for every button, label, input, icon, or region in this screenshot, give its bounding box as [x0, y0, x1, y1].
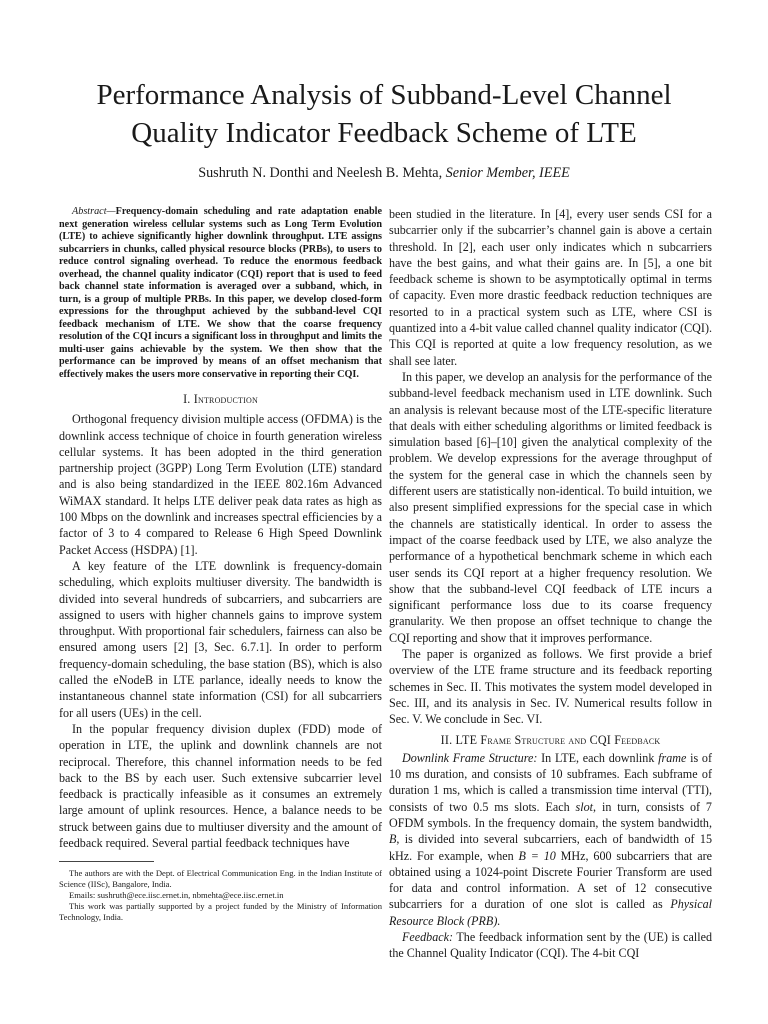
abstract-text: Frequency-domain scheduling and rate adaptation enable next generation wireless cellular systems such as Long Term Evolution (LTE) to achieve significantly higher downlink throughput. LTE assigns subcarriers in chunks, called physical resource blocks (PRBs), to users to reduce control signaling overhead. To reduce the enormous feedback overhead, the channel quality indicator (CQI) report that is used to feed back channel state information is averaged over a subband, which, in turn, is a group of multiple PRBs. In this paper, we develop closed-form expressions for the throughput achieved by the subband-level CQI feedback mechanism of LTE. We show that the coarse frequency resolution of the CQI incurs a significant loss in throughput and limits the multi-user gains achievable by the system. We then show that the performance can be improved by means of an offset mechanism that effectively makes the users more conservative in reporting their CQI.	[59, 206, 382, 380]
footnote-divider	[59, 861, 154, 862]
abstract	[59, 206, 382, 381]
author-affiliation: Senior Member, IEEE	[445, 165, 570, 181]
intro-paragraph-2: A key feature of the LTE downlink is frequency-domain scheduling, which exploits multiuser diversity. The bandwidth is divided into several hundreds of subcarriers, and subcarriers are assigned to users with higher channels gains to improve system throughput. With proportional fair schedulers, fairness can also be ensured among users [2] [3, Sec. 6.7.1]. In order to perform frequency-domain scheduling, the base station (BS), which is also called the eNodeB in LTE parlance, ideally needs to know the instantaneous channel state information (CSI) for all subcarriers for all users (UEs) in the cell.	[59, 558, 382, 720]
term-prb: Physical Resource Block (PRB).	[389, 897, 712, 928]
footnote-affiliation: The authors are with the Dept. of Electrical Communication Eng. in the Indian Institute of Science (IISc), Bangalore, India.	[59, 868, 382, 890]
author-line	[60, 164, 708, 182]
math-bandwidth-value: B = 10	[518, 848, 556, 863]
text-run: is of 10 ms duration, and consists of 10 subframes. Each subframe of duration 1 ms, which is called a transmission time interval (TTI), consists of two 0.5 ms slots. Each	[389, 750, 713, 814]
right-paragraph-2: In this paper, we develop an analysis for the performance of the subband-level feedback mechanism used in LTE downlink. Such an analysis is relevant because most of the LTE-specific literature that deals with either scheduling algorithms or limited feedback is simulation based [6]–[10] given the analytical complexity of the problem. We develop expressions for the average throughput of the system for the general case in which the channels seen by different users are statistically non-identical. To build intuition, we also present simplified expressions for the special case in which the channels are statistically identical. In order to assess the impact of the coarse feedback used by LTE, we also analyze the performance of a hypothetical benchmark scheme in which each user sends its CQI report at a higher frequency resolution. We show that the subband-level CQI feedback of LTE incurs a significant performance loss due to its coarse frequency granularity. We then propose an offset technique to change the CQI reporting and show that it improves performance.	[389, 369, 712, 645]
term-slot: slot	[575, 799, 594, 814]
text-run: , is divided into several subcarriers, each of bandwidth of 15 kHz. For example, when	[389, 832, 712, 863]
footnote-emails: Emails: sushruth@ece.iisc.ernet.in, nbmehta@ece.iisc.ernet.in	[69, 890, 284, 901]
abstract-label: Abstract—	[72, 206, 116, 217]
runin-feedback: Feedback:	[402, 930, 454, 945]
author-names: Sushruth N. Donthi and Neelesh B. Mehta,	[198, 165, 443, 181]
left-column	[59, 206, 382, 923]
text-run: In LTE, each downlink	[537, 750, 659, 765]
footnote-funding: This work was partially supported by a project funded by the Ministry of Information Technology, India.	[59, 901, 382, 923]
feedback-paragraph	[389, 929, 712, 962]
section-heading-frame-structure: II. LTE Frame Structure and CQI Feedback	[440, 732, 661, 747]
intro-paragraph-3: In the popular frequency division duplex (FDD) mode of operation in LTE, the uplink and downlink channels are not reciprocal. Therefore, this channel information needs to be fed back to the BS by each user. Such extensive subcarrier level feedback is practically infeasible as it consumes an extremely large amount of uplink resources. Hence, a balance needs to be struck between gains due to multiuser diversity and the amount of feedback required. Several partial feedback techniques have	[59, 721, 382, 851]
right-column	[389, 206, 712, 962]
right-paragraph-1: been studied in the literature. In [4], every user sends CSI for a subcarrier only if the subcarrier’s channel gain is above a certain threshold. In [2], each user only indicates which n subcarriers have the best gains, and what their gains are. In [5], a one bit feedback scheme is shown to be asymptotically optimal in terms of capacity. Even more drastic feedback reduction techniques are resorted to in a practical system such as LTE, where CSI is quantized into a 4-bit value called channel quality indicator (CQI). This CQI is reported at quite a low frequency resolution, as we shall see later.	[389, 207, 712, 368]
right-paragraph-3: The paper is organized as follows. We first provide a brief overview of the LTE frame structure and its feedback reporting schemes in Sec. II. This motivates the system model developed in Sec. III, and its analysis in Sec. IV. Numerical results follow in Sec. V. We conclude in Sec. VI.	[389, 647, 712, 727]
runin-downlink-frame: Downlink Frame Structure:	[402, 750, 538, 765]
frame-structure-paragraph	[389, 750, 712, 929]
text-run: , in turn, consists of 7 OFDM symbols. In the frequency domain, the system bandwidth,	[389, 799, 712, 830]
text-run: The feedback information sent by the (UE) is called the Channel Quality Indicator (CQI). The 4-bit CQI	[389, 930, 712, 961]
text-run: MHz, 600 subcarriers that are obtained using a 1024-point Discrete Fourier Transform are used for data and control information. A set of 12 consecutive subcarriers for a duration of one slot is called as	[389, 848, 712, 912]
intro-paragraph-1: Orthogonal frequency division multiple access (OFDMA) is the downlink access technique of choice in fourth generation wireless cellular systems. It has been adopted in the third generation partnership project (3GPP) Long Term Evolution (LTE) standard and is also being standardized in the IEEE 802.16m Advanced WiMAX standard. It helps LTE deliver peak data rates as high as 100 Mbps on the downlink and increases spectral efficiencies by a factor of 3 to 4 compared to Release 6 High Speed Downlink Packet Access (HSDPA) [1].	[59, 412, 382, 557]
math-bandwidth: B	[389, 832, 397, 847]
section-heading-introduction: I. Introduction	[183, 392, 258, 406]
paper-title: Performance Analysis of Subband-Level Channel Quality Indicator Feedback Scheme of LTE	[96, 79, 672, 149]
term-frame: frame	[658, 750, 687, 765]
